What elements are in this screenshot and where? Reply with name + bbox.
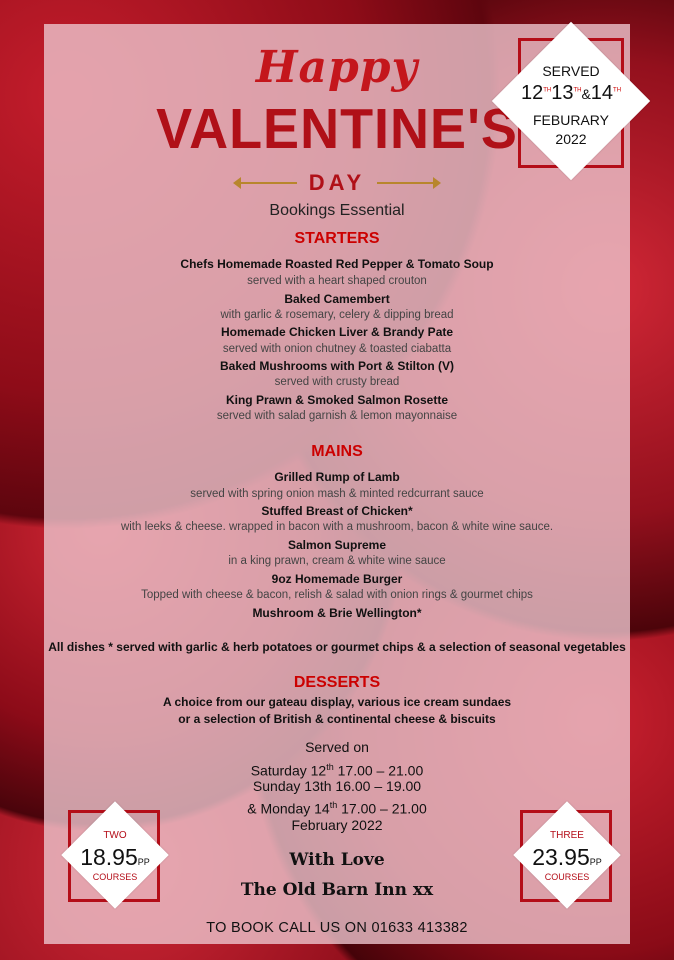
arrow-right-icon bbox=[377, 182, 437, 184]
price-badge-two bbox=[60, 800, 170, 910]
desserts-line2: or a selection of British & continental cheese & biscuits bbox=[178, 712, 496, 726]
served-on-month: February 2022 bbox=[291, 817, 383, 833]
main-name: Salmon Supreme bbox=[287, 538, 387, 552]
signoff-name: The Old Barn Inn xx bbox=[240, 880, 434, 900]
desserts-title: DESSERTS bbox=[293, 674, 381, 691]
served-badge bbox=[490, 20, 656, 186]
main-desc: Topped with cheese & bacon, relish & salad with onion rings & gourmet chips bbox=[141, 589, 533, 601]
bookings-essential: Bookings Essential bbox=[269, 202, 405, 219]
price-two-label: TWO bbox=[103, 830, 127, 841]
price-three-label: THREE bbox=[550, 830, 584, 841]
signoff-love: With Love bbox=[289, 850, 385, 870]
main-name: Stuffed Breast of Chicken* bbox=[261, 504, 413, 518]
starter-desc: served with crusty bread bbox=[274, 376, 400, 388]
day-heading: DAY bbox=[308, 170, 366, 195]
starter-name: King Prawn & Smoked Salmon Rosette bbox=[225, 393, 449, 407]
served-on-title: Served on bbox=[305, 739, 369, 755]
served-on-sunday: Sunday 13th 16.00 – 19.00 bbox=[252, 778, 422, 794]
starter-desc: served with salad garnish & lemon mayonnaise bbox=[216, 410, 458, 422]
price-three-value: 23.95PP bbox=[532, 844, 602, 870]
starter-name: Baked Mushrooms with Port & Stilton (V) bbox=[219, 359, 454, 373]
desserts-line1: A choice from our gateau display, various ice cream sundaes bbox=[162, 695, 512, 709]
starter-desc: with garlic & rosemary, celery & dipping bread bbox=[220, 309, 454, 321]
mains-note: All dishes * served with garlic & herb potatoes or gourmet chips & a selection of seasonal vegetables bbox=[48, 640, 626, 654]
main-name: 9oz Homemade Burger bbox=[271, 572, 403, 586]
main-name: Mushroom & Brie Wellington* bbox=[252, 606, 422, 620]
happy-heading: Happy bbox=[255, 42, 419, 93]
arrow-left-icon bbox=[237, 182, 297, 184]
main-name: Grilled Rump of Lamb bbox=[274, 470, 400, 484]
badge-served: SERVED bbox=[542, 63, 600, 79]
price-two-courses: COURSES bbox=[92, 872, 138, 882]
starters-title: STARTERS bbox=[294, 230, 380, 247]
main-desc: in a king prawn, cream & white wine sauce bbox=[228, 555, 446, 567]
badge-month: FEBURARY bbox=[533, 112, 609, 128]
booking-phone-line: TO BOOK CALL US ON 01633 413382 bbox=[206, 920, 468, 936]
starter-name: Homemade Chicken Liver & Brandy Pate bbox=[220, 325, 454, 339]
main-desc: served with spring onion mash & minted redcurrant sauce bbox=[190, 488, 484, 500]
price-three-courses: COURSES bbox=[544, 872, 590, 882]
starter-desc: served with a heart shaped crouton bbox=[247, 275, 427, 287]
price-badge-three bbox=[512, 800, 622, 910]
main-desc: with leeks & cheese. wrapped in bacon with a mushroom, bacon & white wine sauce. bbox=[120, 521, 554, 533]
mains-title: MAINS bbox=[311, 443, 363, 460]
price-two-value: 18.95PP bbox=[80, 844, 150, 870]
valentines-heading: VALENTINE'S bbox=[156, 97, 518, 161]
badge-dates: 12TH13TH&14TH bbox=[520, 82, 622, 104]
starter-desc: served with onion chutney & toasted ciabatta bbox=[222, 343, 452, 355]
starter-name: Baked Camembert bbox=[284, 292, 390, 306]
starter-name: Chefs Homemade Roasted Red Pepper & Tomato Soup bbox=[180, 257, 494, 271]
served-on-saturday: Saturday 12th 17.00 – 21.00 bbox=[250, 762, 424, 779]
served-on-monday: & Monday 14th 17.00 – 21.00 bbox=[247, 800, 427, 817]
badge-year: 2022 bbox=[555, 131, 587, 147]
